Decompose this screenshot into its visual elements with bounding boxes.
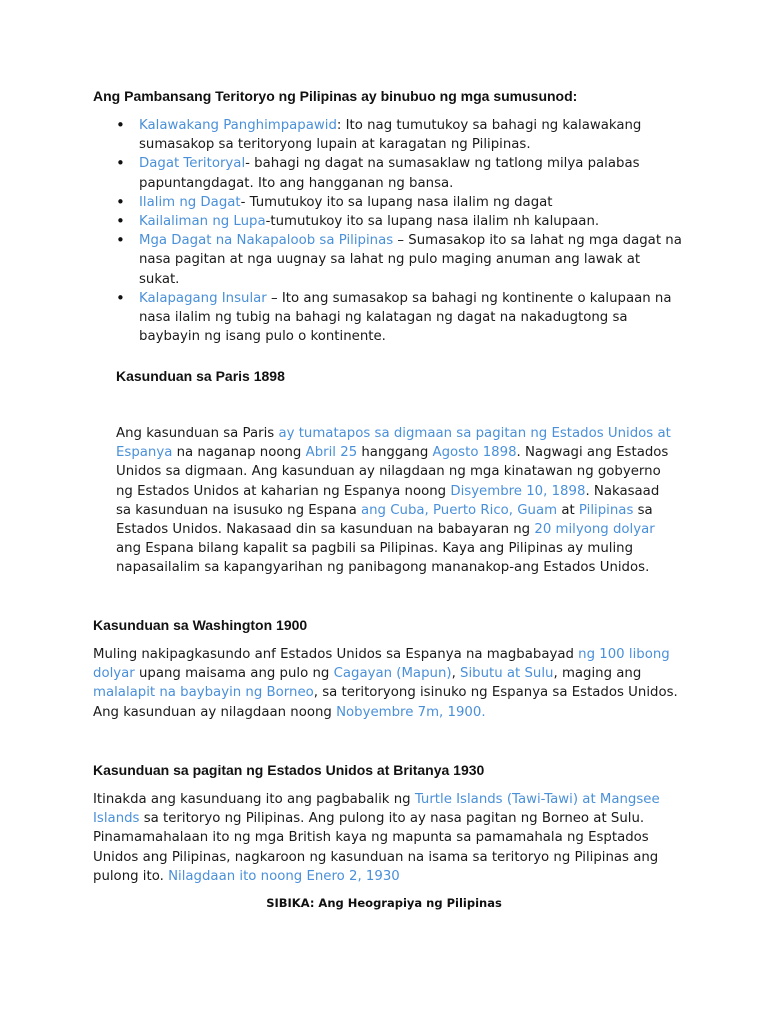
text-run: . Nakasaad sa kasunduan na isusuko ng Espana [116,483,660,518]
section1-heading: Ang Pambansang Teritoryo ng Pilipinas ay binubuo ng mga sumusunod: [93,88,578,104]
highlight-run: malalapit na baybayin ng Borneo [93,685,314,701]
text-run: Muling nakipagkasundo anf Estados Unidos sa Espanya na magbabayad [93,647,579,662]
highlight-run: ang Cuba, Puerto Rico, Guam [360,502,558,518]
text-run: upang maisama ang pulo ng [134,666,334,682]
term: Ilalim ng Dagat [139,194,241,210]
section2-paragraph [116,424,676,578]
highlight-run: ay tumatapos sa digmaan sa pagitan ng Estados Unidos at Espanya [116,426,671,461]
term: Mga Dagat na Nakapaloob sa Pilipinas [139,233,394,249]
text-run: , sa teritoryong isinuko ng Espanya sa Estados Unidos. Ang kasunduan ay nilagdaan noong [93,685,678,720]
section3-paragraph [93,645,678,722]
desc: - bahagi ng dagat na sumasaklaw ng tatlong milya palabas papuntangdagat. Ito ang hangganan ng bansa. [139,156,640,191]
section4-heading: Kasunduan sa pagitan ng Estados Unidos at Britanya 1930 [93,762,485,778]
desc: – Ito ang sumasakop sa bahagi ng kontinente o kalupaan na nasa ilalim ng tubig na bahagi ng kalatagan ng dagat na nakadugtong sa baybayin ng isang pulo o kontinente. [139,290,672,345]
desc: -tumutukoy ito sa lupang nasa ilalim nh kalupaan. [265,214,600,230]
text-run: , maging ang [553,666,642,682]
text-run: sa Estados Unidos. Nakasaad din sa kasunduan na babayaran ng [116,502,653,538]
highlight-run: Agosto 1898 [432,445,517,461]
text-run: hanggang [357,445,433,461]
term: Dagat Teritoryal [139,156,246,172]
highlight-run: Nilagdaan ito noong Enero 2, 1930 [168,868,400,884]
list-item [139,116,684,154]
highlight-run: 20 milyong dolyar [534,522,655,538]
term: Kalapagang Insular [139,290,267,306]
text-run: Itinakda ang kasunduang ito ang pagbabalik ng [93,792,415,807]
highlight-run: Abril 25 [305,445,358,461]
list-item [139,154,684,192]
highlight-run: Disyembre 10, 1898 [450,483,586,499]
highlight-run: Turtle Islands (Tawi-Tawi) at Mangsee Islands [93,792,660,827]
text-run: ang Espana bilang kapalit sa pagbili sa Pilipinas. Kaya ang Pilipinas ay muling napasailalim sa kapangyarihan ng panibagong mananakop-ang Estados Unidos. [116,541,650,576]
desc: – Sumasakop ito sa lahat ng mga dagat na nasa pagitan at nga uugnay sa lahat ng pulo maging anuman ang lawak at sukat. [139,233,682,287]
term: Kalawakang Panghimpapawid [139,118,337,133]
list-item [139,231,684,289]
term: Kailaliman ng Lupa [139,214,266,230]
highlight-run: Cagayan (Mapun) [333,666,452,682]
highlight-run: ng 100 libong dolyar [93,647,670,682]
text-run: na naganap noong [172,445,306,461]
section4-paragraph [93,790,678,886]
text-run: sa teritoryo ng Pilipinas. Ang pulong ito ay nasa pagitan ng Borneo at Sulu. Pinamamahalaan ito ng mga British kaya ng mapunta sa pamamahala ng Esptados Unidos ang Pilipinas, nagkaroon ng kasunduan na isama sa teritoryo ng Pilipinas ang pulong ito. [93,811,659,884]
list-item [139,193,684,212]
highlight-run: Nobyembre 7m, 1900. [336,704,486,720]
section3-heading: Kasunduan sa Washington 1900 [93,617,308,633]
page-footer: SIBIKA: Ang Heograpiya ng Pilipinas [266,896,502,910]
desc: - Tumutukoy ito sa lupang nasa ilalim ng dagat [240,194,553,210]
list-item [139,212,684,231]
highlight-run: Sibutu at Sulu [460,666,554,682]
text-run: at [557,502,579,518]
list-item [139,289,684,347]
text-run: , [451,666,461,682]
text-run: . Nagwagi ang Estados Unidos sa digmaan. Ang kasunduan ay nilagdaan ng mga kinatawan ng gobyerno ng Estados Unidos at kaharian ng Espanya noong [116,445,669,499]
highlight-run: Pilipinas [578,502,634,518]
section2-heading: Kasunduan sa Paris 1898 [116,368,285,384]
territory-list [139,116,684,346]
text-run: Ang kasunduan sa Paris [116,426,279,441]
desc: : Ito nag tumutukoy sa bahagi ng kalawakang sumasakop sa teritoryong lupain at karagatan ng Pilipinas. [139,118,642,153]
